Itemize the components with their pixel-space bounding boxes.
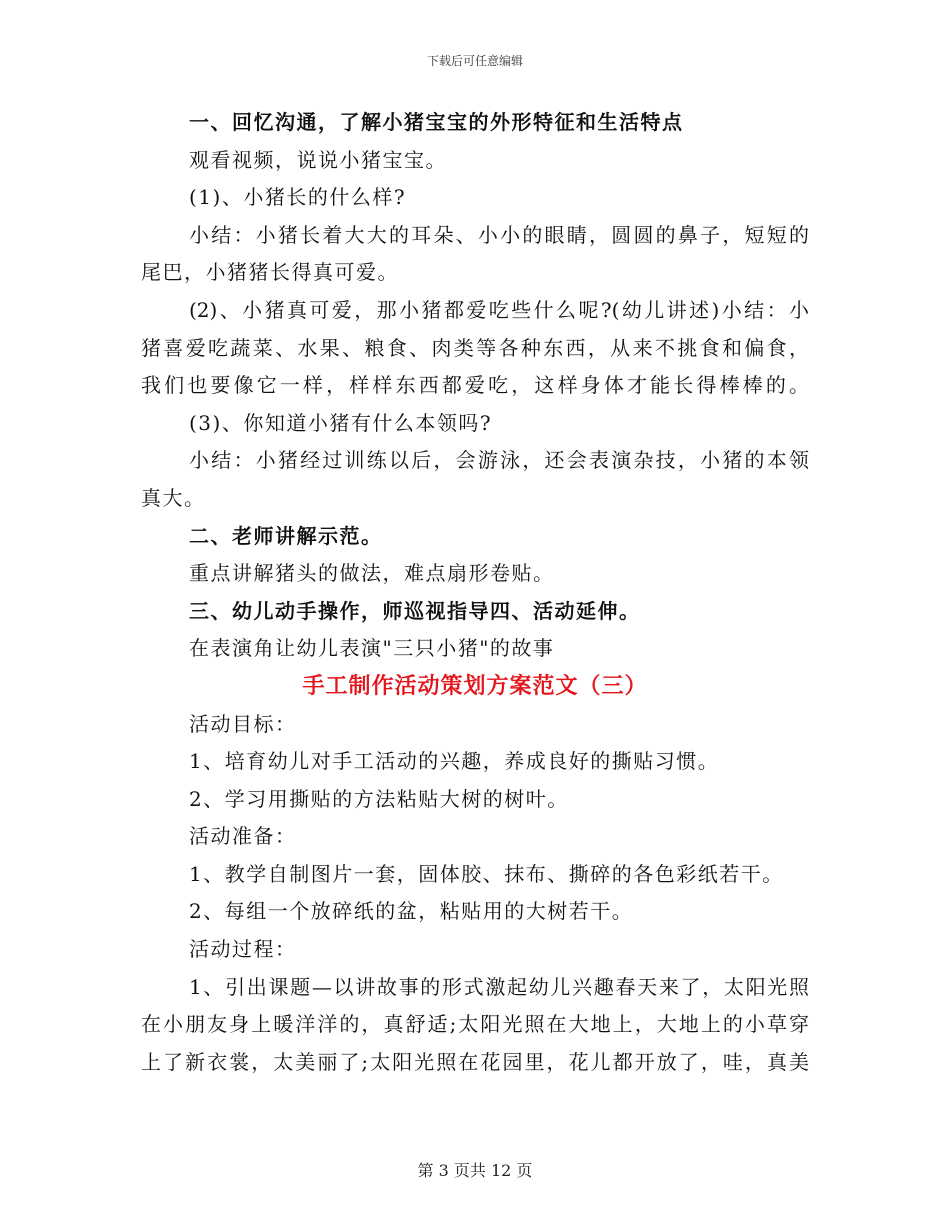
paragraph-line: (3)、你知道小猪有什么本领吗? (189, 410, 493, 435)
paragraph-line: (2)、小猪真可爱，那小猪都爱吃些什么呢?(幼儿讲述)小结：小 (189, 297, 809, 322)
paragraph-line: 尾巴，小猪猪长得真可爱。 (141, 260, 399, 285)
section-heading-3: 三、幼儿动手操作，师巡视指导四、活动延伸。 (189, 598, 641, 623)
paragraph-line: 真大。 (141, 485, 206, 510)
paragraph-line: 小结：小猪长着大大的耳朵、小小的眼睛，圆圆的鼻子，短短的 (189, 222, 809, 247)
section-heading-1: 一、回忆沟通，了解小猪宝宝的外形特征和生活特点 (189, 110, 684, 134)
page-header: 下载后可任意编辑 (426, 54, 523, 68)
paragraph-line: 1、引出课题—以讲故事的形式激起幼儿兴趣春天来了，太阳光照 (189, 974, 809, 999)
paragraph-line: 1、教学自制图片一套，固体胶、抹布、撕碎的各色彩纸若干。 (189, 861, 784, 886)
paragraph-line: 1、培育幼儿对手工活动的兴趣，养成良好的撕贴习惯。 (189, 749, 720, 774)
paragraph-line: 猪喜爱吃蔬菜、水果、粮食、肉类等各种东西，从来不挑食和偏食， (141, 335, 809, 360)
paragraph-line: 活动准备： (189, 824, 297, 849)
paragraph-line: 2、学习用撕贴的方法粘贴大树的树叶。 (189, 786, 569, 811)
page-footer: 第 3 页共 12 页 (417, 1161, 533, 1180)
paragraph-line: 观看视频，说说小猪宝宝。 (189, 147, 447, 172)
paragraph-line: (1)、小猪长的什么样? (189, 185, 407, 210)
paragraph-line: 我们也要像它一样，样样东西都爱吃，这样身体才能长得棒棒的。 (141, 373, 809, 398)
paragraph-line: 2、每组一个放碎纸的盆，粘贴用的大树若干。 (189, 899, 634, 924)
document-body (141, 104, 809, 1081)
paragraph-line: 在表演角让幼儿表演"三只小猪"的故事 (189, 636, 555, 661)
document-title: 手工制作活动策划方案范文（三） (302, 672, 648, 699)
section-heading-2: 二、老师讲解示范。 (189, 523, 383, 548)
paragraph-line: 在小朋友身上暖洋洋的，真舒适;太阳光照在大地上，大地上的小草穿 (141, 1012, 809, 1037)
paragraph-line: 活动过程： (189, 937, 297, 962)
paragraph-line: 活动目标： (189, 711, 297, 736)
paragraph-line: 上了新衣裳，太美丽了;太阳光照在花园里，花儿都开放了，哇，真美 (141, 1049, 809, 1074)
paragraph-line: 重点讲解猪头的做法，难点扇形卷贴。 (189, 561, 555, 586)
paragraph-line: 小结：小猪经过训练以后，会游泳，还会表演杂技，小猪的本领 (189, 448, 809, 473)
